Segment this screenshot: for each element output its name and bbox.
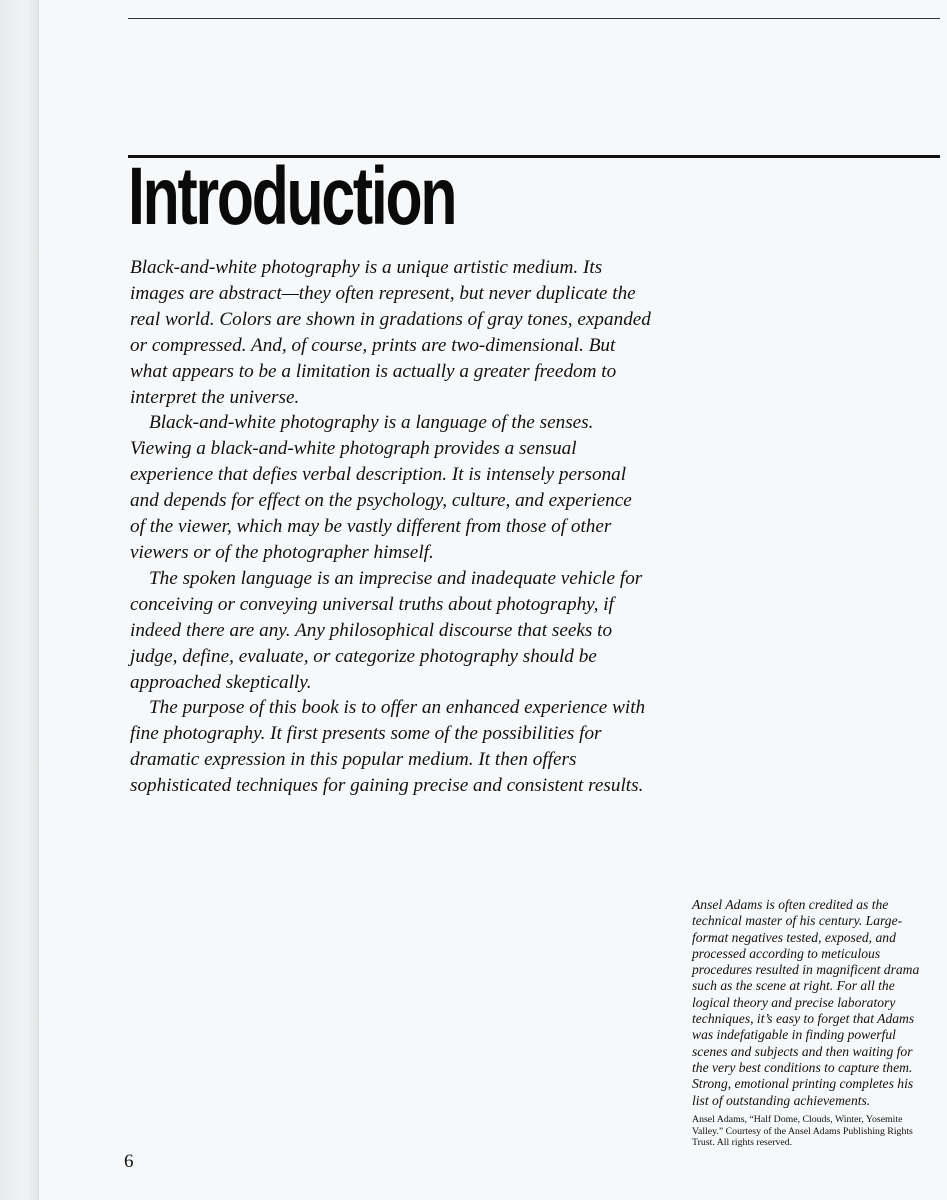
page-title: Introduction [128,151,456,242]
credit-line: Valley.” Courtesy of the Ansel Adams Publishing Rights [692,1125,913,1137]
caption-line: the very best conditions to capture them. [692,1059,913,1075]
text-line: images are abstract—they often represent, but never duplicate the [130,282,636,304]
text-line: what appears to be a limitation is actually a greater freedom to [130,360,617,382]
caption-line: scenes and subjects and then waiting for [692,1043,913,1059]
page-number: 6 [124,1151,134,1172]
caption-line: logical theory and precise laboratory [692,994,896,1010]
text-line: or compressed. And, of course, prints are two-dimensional. But [130,334,616,356]
caption-line: such as the scene at right. For all the [692,978,895,994]
paragraph [130,410,690,565]
paragraph [130,695,690,799]
text-line: fine photography. It first presents some of the possibilities for [130,723,602,745]
text-line: conceiving or conveying universal truths about photography, if [130,593,614,615]
photo-credit [692,1114,942,1149]
caption-line: Ansel Adams is often credited as the [692,897,889,912]
text-line: and depends for effect on the psychology, culture, and experience [130,490,632,512]
paragraph [130,255,690,410]
text-line: judge, define, evaluate, or categorize photography should be [130,645,597,667]
text-line: experience that defies verbal description. It is intensely personal [130,464,627,486]
caption-line: was indefatigable in finding powerful [692,1027,896,1043]
text-line: indeed there are any. Any philosophical discourse that seeks to [130,619,613,641]
text-line: Black-and-white photography is a language of the senses. [149,412,594,434]
page-gutter [0,0,39,1200]
text-line: dramatic expression in this popular medium. It then offers [130,749,577,771]
text-line: interpret the universe. [130,386,300,408]
credit-line: Ansel Adams, “Half Dome, Clouds, Winter, Yosemite [692,1114,903,1125]
text-line: Viewing a black-and-white photograph provides a sensual [130,438,577,460]
text-line: Black-and-white photography is a unique artistic medium. Its [130,257,603,278]
caption-line: format negatives tested, exposed, and [692,929,896,945]
body-text [130,255,690,799]
text-line: viewers or of the photographer himself. [130,541,434,563]
paragraph [130,566,690,696]
text-line: real world. Colors are shown in gradations of gray tones, expanded [130,308,651,330]
caption-line: procedures resulted in magnificent drama [692,962,920,978]
caption-line: technical master of his century. Large- [692,913,903,929]
text-line: approached skeptically. [130,671,312,693]
top-rule [128,18,940,19]
text-line: sophisticated techniques for gaining precise and consistent results. [130,775,644,797]
caption-line: Strong, emotional printing completes his [692,1076,914,1092]
photo-caption [692,897,942,1109]
text-line: The purpose of this book is to offer an enhanced experience with [149,697,646,719]
text-line: of the viewer, which may be vastly different from those of other [130,516,612,538]
credit-line: Trust. All rights reserved. [692,1137,793,1148]
caption-line: processed according to meticulous [692,945,881,961]
caption-line: techniques, it’s easy to forget that Adams [692,1011,915,1027]
text-line: The spoken language is an imprecise and inadequate vehicle for [149,567,643,589]
caption-line: list of outstanding achievements. [692,1092,871,1108]
